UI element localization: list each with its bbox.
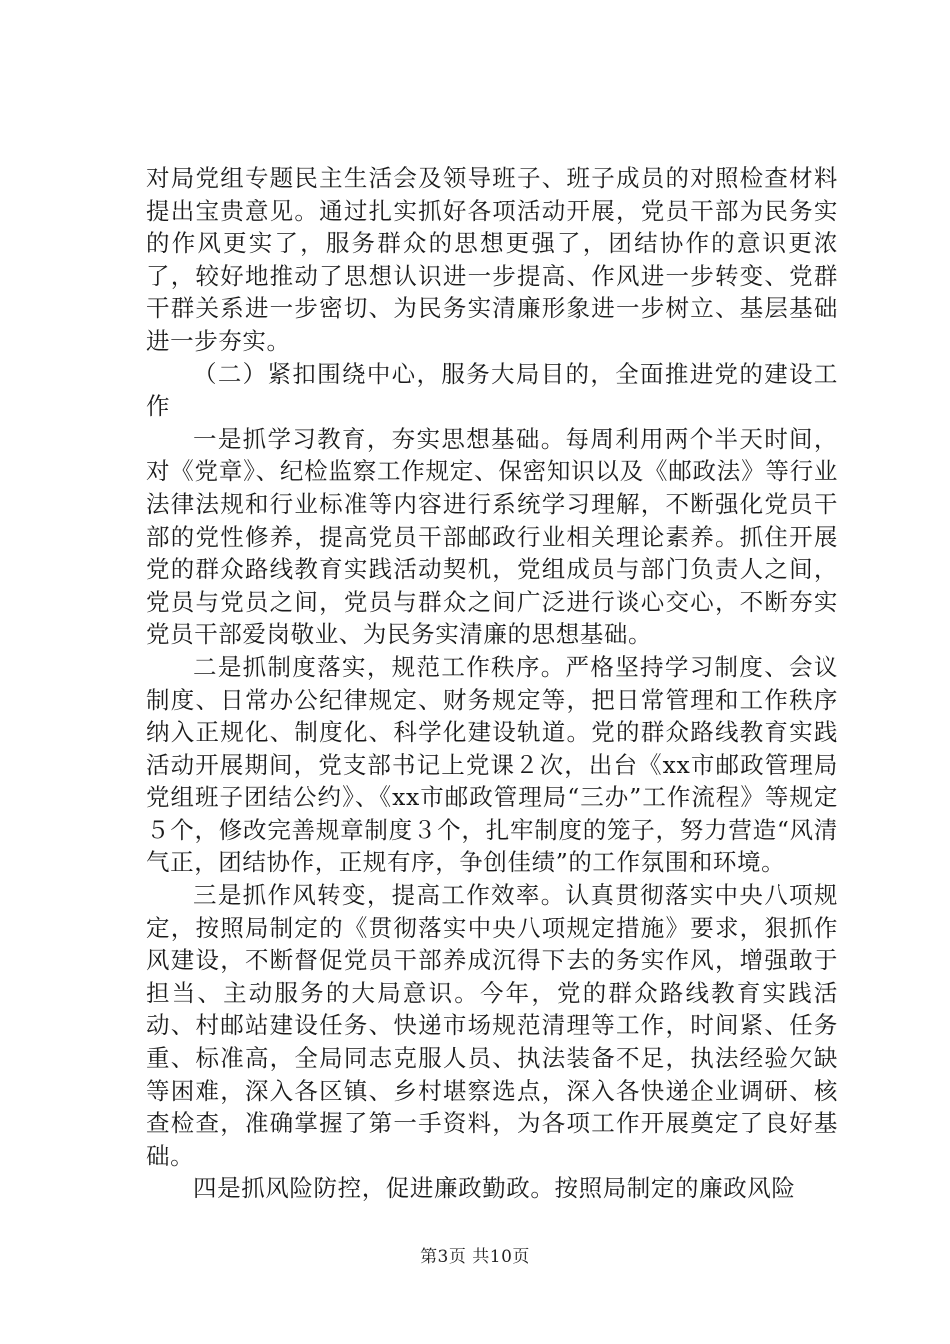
- paragraph-system-implementation: 二是抓制度落实，规范工作秩序。严格坚持学习制度、会议制度、日常办公纪律规定、财务规定等，把日常管理和工作秩序纳入正规化、制度化、科学化建设轨道。党的群众路线教育实践活动开展期间，党支部书记上党课２次，出台《xx市邮政管理局党组班子团结公约》、《xx市邮政管理局“三办”工作流程》等规定５个，修改完善规章制度３个，扎牢制度的笼子，努力营造“风清气正，团结协作，正规有序，争创佳绩”的工作氛围和环境。: [146, 652, 838, 877]
- paragraph-risk-control: 四是抓风险防控，促进廉政勤政。按照局制定的廉政风险: [193, 1174, 796, 1203]
- document-body: [146, 162, 838, 1205]
- paragraph-work-style: 三是抓作风转变，提高工作效率。认真贯彻落实中央八项规定，按照局制定的《贯彻落实中央八项规定措施》要求，狠抓作风建设，不断督促党员干部养成沉得下去的务实作风，增强敢于担当、主动服务的大局意识。今年，党的群众路线教育实践活动、村邮站建设任务、快递市场规范清理等工作，时间紧、任务重、标准高，全局同志克服人员、执法装备不足，执法经验欠缺等困难，深入各区镇、乡村堪察选点，深入各快递企业调研、核查检查，准确掌握了第一手资料，为各项工作开展奠定了良好基础。: [146, 881, 838, 1170]
- paragraph-continuation: 对局党组专题民主生活会及领导班子、班子成员的对照检查材料提出宝贵意见。通过扎实抓好各项活动开展，党员干部为民务实的作风更实了，服务群众的思想更强了，团结协作的意识更浓了，较好地推动了思想认识进一步提高、作风进一步转变、党群干群关系进一步密切、为民务实清廉形象进一步树立、基层基础进一步夯实。: [146, 164, 838, 355]
- section-heading: （二）紧扣围绕中心，服务大局目的，全面推进党的建设工作: [146, 359, 838, 421]
- paragraph-study-education: 一是抓学习教育，夯实思想基础。每周利用两个半天时间，对《党章》、纪检监察工作规定、保密知识以及《邮政法》等行业法律法规和行业标准等内容进行系统学习理解，不断强化党员干部的党性修养，提高党员干部邮政行业相关理论素养。抓住开展党的群众路线教育实践活动契机，党组成员与部门负责人之间，党员与党员之间，党员与群众之间广泛进行谈心交心，不断夯实党员干部爱岗敬业、为民务实清廉的思想基础。: [146, 424, 838, 649]
- page-number-footer: 第3页 共10页: [420, 1247, 530, 1267]
